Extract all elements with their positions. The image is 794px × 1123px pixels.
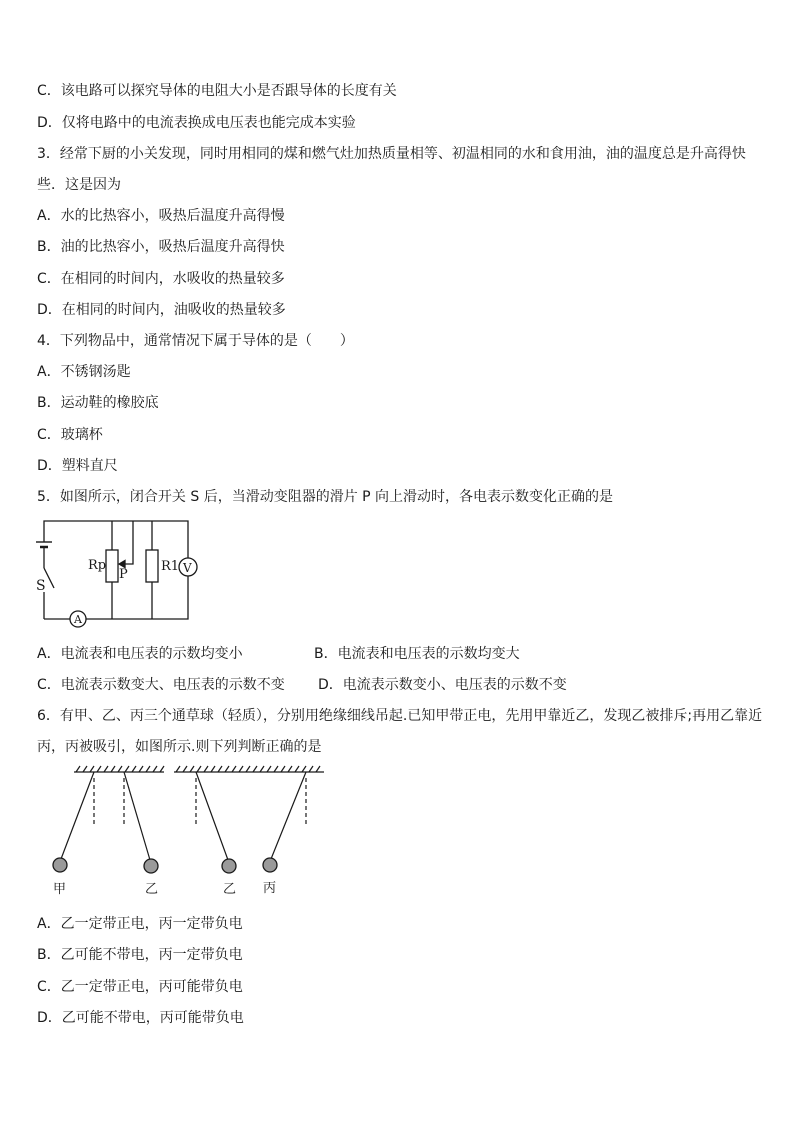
ball-bing-label: 丙 [263, 881, 277, 896]
q5-stem: 5．如图所示，闭合开关 S 后，当滑动变阻器的滑片 P 向上滑动时，各电表示数变化正确的是 [37, 489, 614, 505]
ball-jia-label: 甲 [53, 882, 67, 897]
q6-stem: 6．有甲、乙、丙三个通草球（轻质），分别用绝缘细线吊起.已知甲带正电，先用甲靠近乙，发现乙被排斥;再用乙靠近 [37, 708, 763, 724]
q6-option-c: C．乙一定带正电，丙可能带负电 [37, 979, 243, 995]
rheostat-label: Rp [88, 558, 107, 573]
q6-option-d: D．乙可能不带电，丙可能带负电 [37, 1010, 244, 1026]
q6-stem-cont: 丙，丙被吸引，如图所示.则下列判断正确的是 [37, 739, 322, 755]
switch-label: S [36, 578, 46, 594]
q4-stem: 4．下列物品中，通常情况下属于导体的是（ ） [37, 333, 354, 349]
q4-option-d: D．塑料直尺 [37, 458, 118, 474]
q3-option-a: A．水的比热容小，吸热后温度升高得慢 [37, 208, 285, 224]
q5-option-c: C．电流表示数变大、电压表的示数不变 [37, 677, 285, 693]
pendulum-diagram [40, 764, 340, 902]
q4-option-c: C．玻璃杯 [37, 427, 103, 443]
ball-yi-label-2: 乙 [223, 882, 237, 897]
resistor-label: R1 [161, 559, 180, 574]
ammeter-label: A [74, 613, 82, 626]
q5-option-a: A．电流表和电压表的示数均变小 [37, 646, 243, 662]
q2-option-d: D．仅将电路中的电流表换成电压表也能完成本实验 [37, 115, 356, 131]
voltmeter-label: V [183, 561, 192, 575]
circuit-diagram [30, 510, 210, 640]
q3-option-d: D．在相同的时间内，油吸收的热量较多 [37, 302, 286, 318]
q3-stem-cont: 些．这是因为 [37, 177, 121, 193]
q6-option-a: A．乙一定带正电，丙一定带负电 [37, 916, 243, 932]
q5-option-d: D．电流表示数变小、电压表的示数不变 [318, 677, 567, 693]
q3-stem: 3．经常下厨的小关发现，同时用相同的煤和燃气灶加热质量相等、初温相同的水和食用油，油的温度总是升高得快 [37, 146, 746, 162]
q2-option-c: C．该电路可以探究导体的电阻大小是否跟导体的长度有关 [37, 83, 397, 99]
slider-label: P [119, 567, 128, 582]
ball-yi-label: 乙 [145, 882, 159, 897]
q3-option-b: B．油的比热容小，吸热后温度升高得快 [37, 239, 285, 255]
q6-option-b: B．乙可能不带电，丙一定带负电 [37, 947, 243, 963]
q3-option-c: C．在相同的时间内，水吸收的热量较多 [37, 271, 285, 287]
q4-option-a: A．不锈钢汤匙 [37, 364, 131, 380]
q5-option-b: B．电流表和电压表的示数均变大 [314, 646, 520, 662]
q4-option-b: B．运动鞋的橡胶底 [37, 395, 159, 411]
